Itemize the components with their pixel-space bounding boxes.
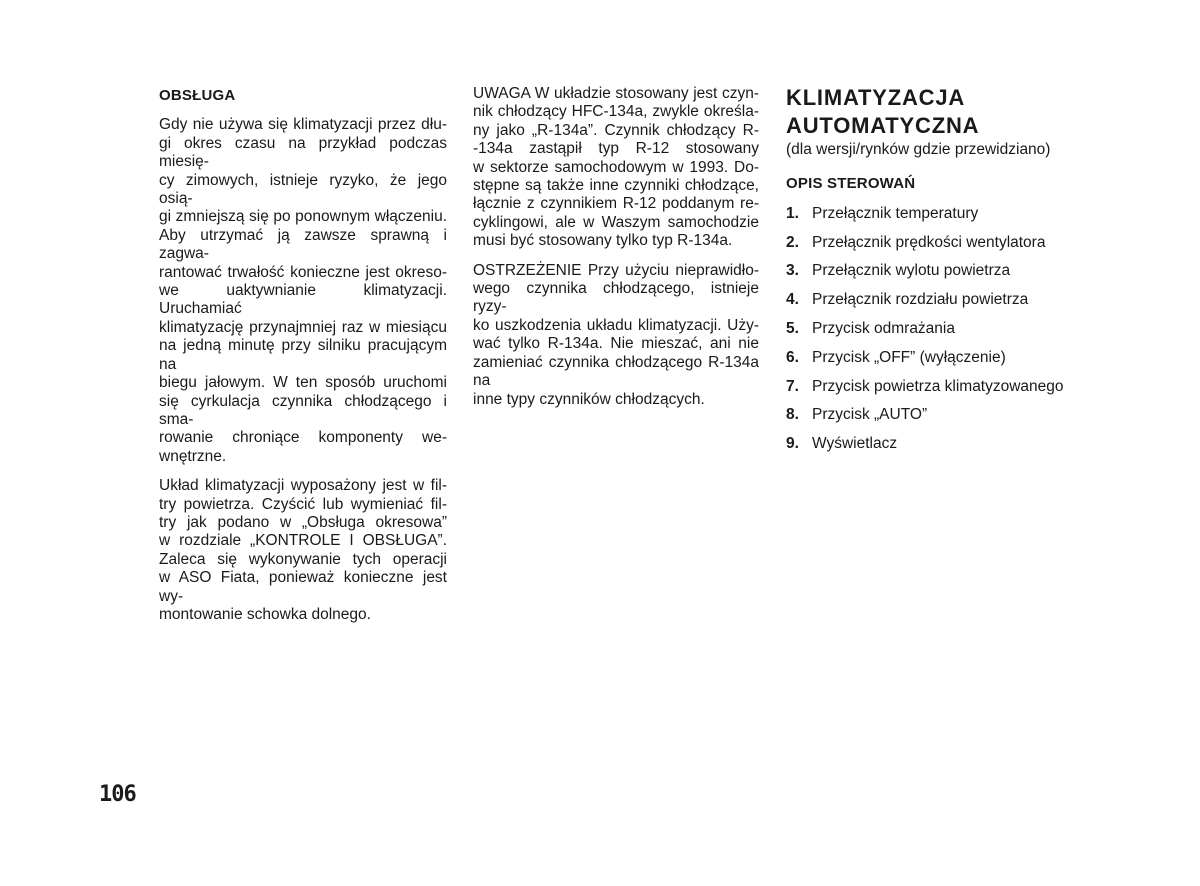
- text-line: biegu jałowym. W ten sposób uruchomi: [159, 374, 447, 392]
- text-line: rowanie chroniące komponenty we-: [159, 429, 447, 447]
- text-line: wego czynnika chłodzącego, istnieje ryzy-: [473, 280, 759, 316]
- list-item: [786, 234, 1086, 252]
- text-line: Zaleca się wykonywanie tych operacji: [159, 550, 447, 568]
- list-item-number: 1.: [786, 204, 799, 222]
- section-heading-controls: OPIS STEROWAŃ: [786, 175, 916, 193]
- list-item-label: Przycisk odmrażania: [812, 320, 955, 337]
- right-column: [786, 85, 1086, 464]
- list-item-label: Przełącznik rozdziału powietrza: [812, 291, 1029, 309]
- text-line: gi zmniejszą się po ponownym włączeniu.: [159, 208, 447, 226]
- list-item-number: 3.: [786, 262, 799, 280]
- page-title: [786, 84, 1086, 140]
- controls-list: [786, 205, 1086, 454]
- text-line: try jak podano w „Obsługa okresowa”: [159, 513, 447, 531]
- list-item-label: Przycisk „AUTO”: [812, 406, 928, 424]
- list-item-label: Przełącznik temperatury: [812, 204, 979, 222]
- text-line: Gdy nie używa się klimatyzacji przez dłu-: [159, 116, 447, 134]
- list-item-label: Przełącznik prędkości wentylatora: [812, 233, 1046, 251]
- list-item: [786, 291, 1086, 309]
- list-item: [786, 435, 1086, 453]
- list-item: [786, 320, 1086, 338]
- paragraph-warning-refrigerant: [473, 262, 759, 409]
- text-line: we uaktywnianie klimatyzacji. Uruchamiać: [159, 282, 447, 318]
- text-line: ko uszkodzenia układu klimatyzacji. Uży-: [473, 316, 759, 334]
- text-line: się cyrkulacja czynnika chłodzącego i sma-: [159, 392, 447, 428]
- list-item: [786, 349, 1086, 367]
- middle-column: [473, 85, 759, 420]
- list-item-number: 7.: [786, 377, 799, 395]
- text-line: try powietrza. Czyścić lub wymieniać fil-: [159, 495, 447, 513]
- list-item-label: Przycisk powietrza klimatyzowanego: [812, 377, 1064, 395]
- text-line: montowanie schowka dolnego.: [159, 605, 371, 623]
- text-line: w sektorze samochodowym w 1993. Do-: [473, 158, 759, 176]
- page-title-line2: AUTOMATYCZNA: [786, 113, 980, 138]
- text-line: stępne są także inne czynniki chłodzące,: [473, 177, 759, 195]
- left-column: [159, 85, 447, 635]
- list-item-number: 9.: [786, 435, 799, 453]
- text-line: wnętrzne.: [159, 447, 227, 465]
- text-line: cyklingowi, ale w Waszym samochodzie: [473, 213, 759, 231]
- text-line: nik chłodzący HFC-134a, zwykle określa-: [473, 103, 759, 121]
- list-item-number: 2.: [786, 233, 799, 251]
- list-item: [786, 406, 1086, 424]
- section-heading-obsluga: OBSŁUGA: [159, 87, 236, 104]
- paragraph-note-refrigerant: [473, 85, 759, 251]
- text-line: inne typy czynników chłodzących.: [473, 390, 705, 408]
- text-line: -134a zastąpił typ R-12 stosowany: [473, 140, 759, 158]
- text-line: klimatyzację przynajmniej raz w miesiącu: [159, 318, 447, 336]
- text-line: Układ klimatyzacji wyposażony jest w fil-: [159, 477, 447, 495]
- list-item: [786, 262, 1086, 280]
- text-line: cy zimowych, istnieje ryzyko, że jego osią-: [159, 171, 447, 208]
- text-line: łącznie z czynnikiem R-12 poddanym re-: [473, 195, 759, 213]
- paragraph-maintenance: [159, 116, 447, 466]
- text-line: gi okres czasu na przykład podczas miesię-: [159, 134, 447, 171]
- page-title-line1: KLIMATYZACJA: [786, 85, 966, 110]
- list-item-label: Przełącznik wylotu powietrza: [812, 262, 1011, 280]
- text-line: OSTRZEŻENIE Przy użyciu nieprawidło-: [473, 261, 759, 279]
- list-item: [786, 378, 1086, 396]
- list-item-number: 8.: [786, 406, 799, 424]
- list-item: [786, 205, 1086, 223]
- text-line: zamieniać czynnika chłodzącego R-134a na: [473, 353, 759, 390]
- page-subtitle: (dla wersji/rynków gdzie przewidziano): [786, 141, 1051, 158]
- text-line: wać tylko R-134a. Nie mieszać, ani nie: [473, 335, 759, 353]
- page-number: 106: [99, 782, 136, 807]
- text-line: na jedną minutę przy silniku pracującym na: [159, 337, 447, 373]
- text-line: ny jako „R-134a”. Czynnik chłodzący R-: [473, 121, 759, 139]
- text-line: Aby utrzymać ją zawsze sprawną i zagwa-: [159, 226, 447, 263]
- list-item-label: Wyświetlacz: [812, 435, 898, 453]
- list-item-number: 5.: [786, 320, 799, 337]
- text-line: UWAGA W układzie stosowany jest czyn-: [473, 85, 759, 102]
- paragraph-filters: [159, 477, 447, 624]
- list-item-number: 6.: [786, 348, 799, 366]
- text-line: w ASO Fiata, ponieważ konieczne jest wy-: [159, 569, 447, 605]
- text-line: rantować trwałość konieczne jest okreso-: [159, 263, 447, 281]
- list-item-label: Przycisk „OFF” (wyłączenie): [812, 348, 1006, 366]
- text-line: w rozdziale „KONTROLE I OBSŁUGA”.: [159, 532, 447, 550]
- text-line: musi być stosowany tylko typ R-134a.: [473, 232, 733, 250]
- list-item-number: 4.: [786, 291, 799, 309]
